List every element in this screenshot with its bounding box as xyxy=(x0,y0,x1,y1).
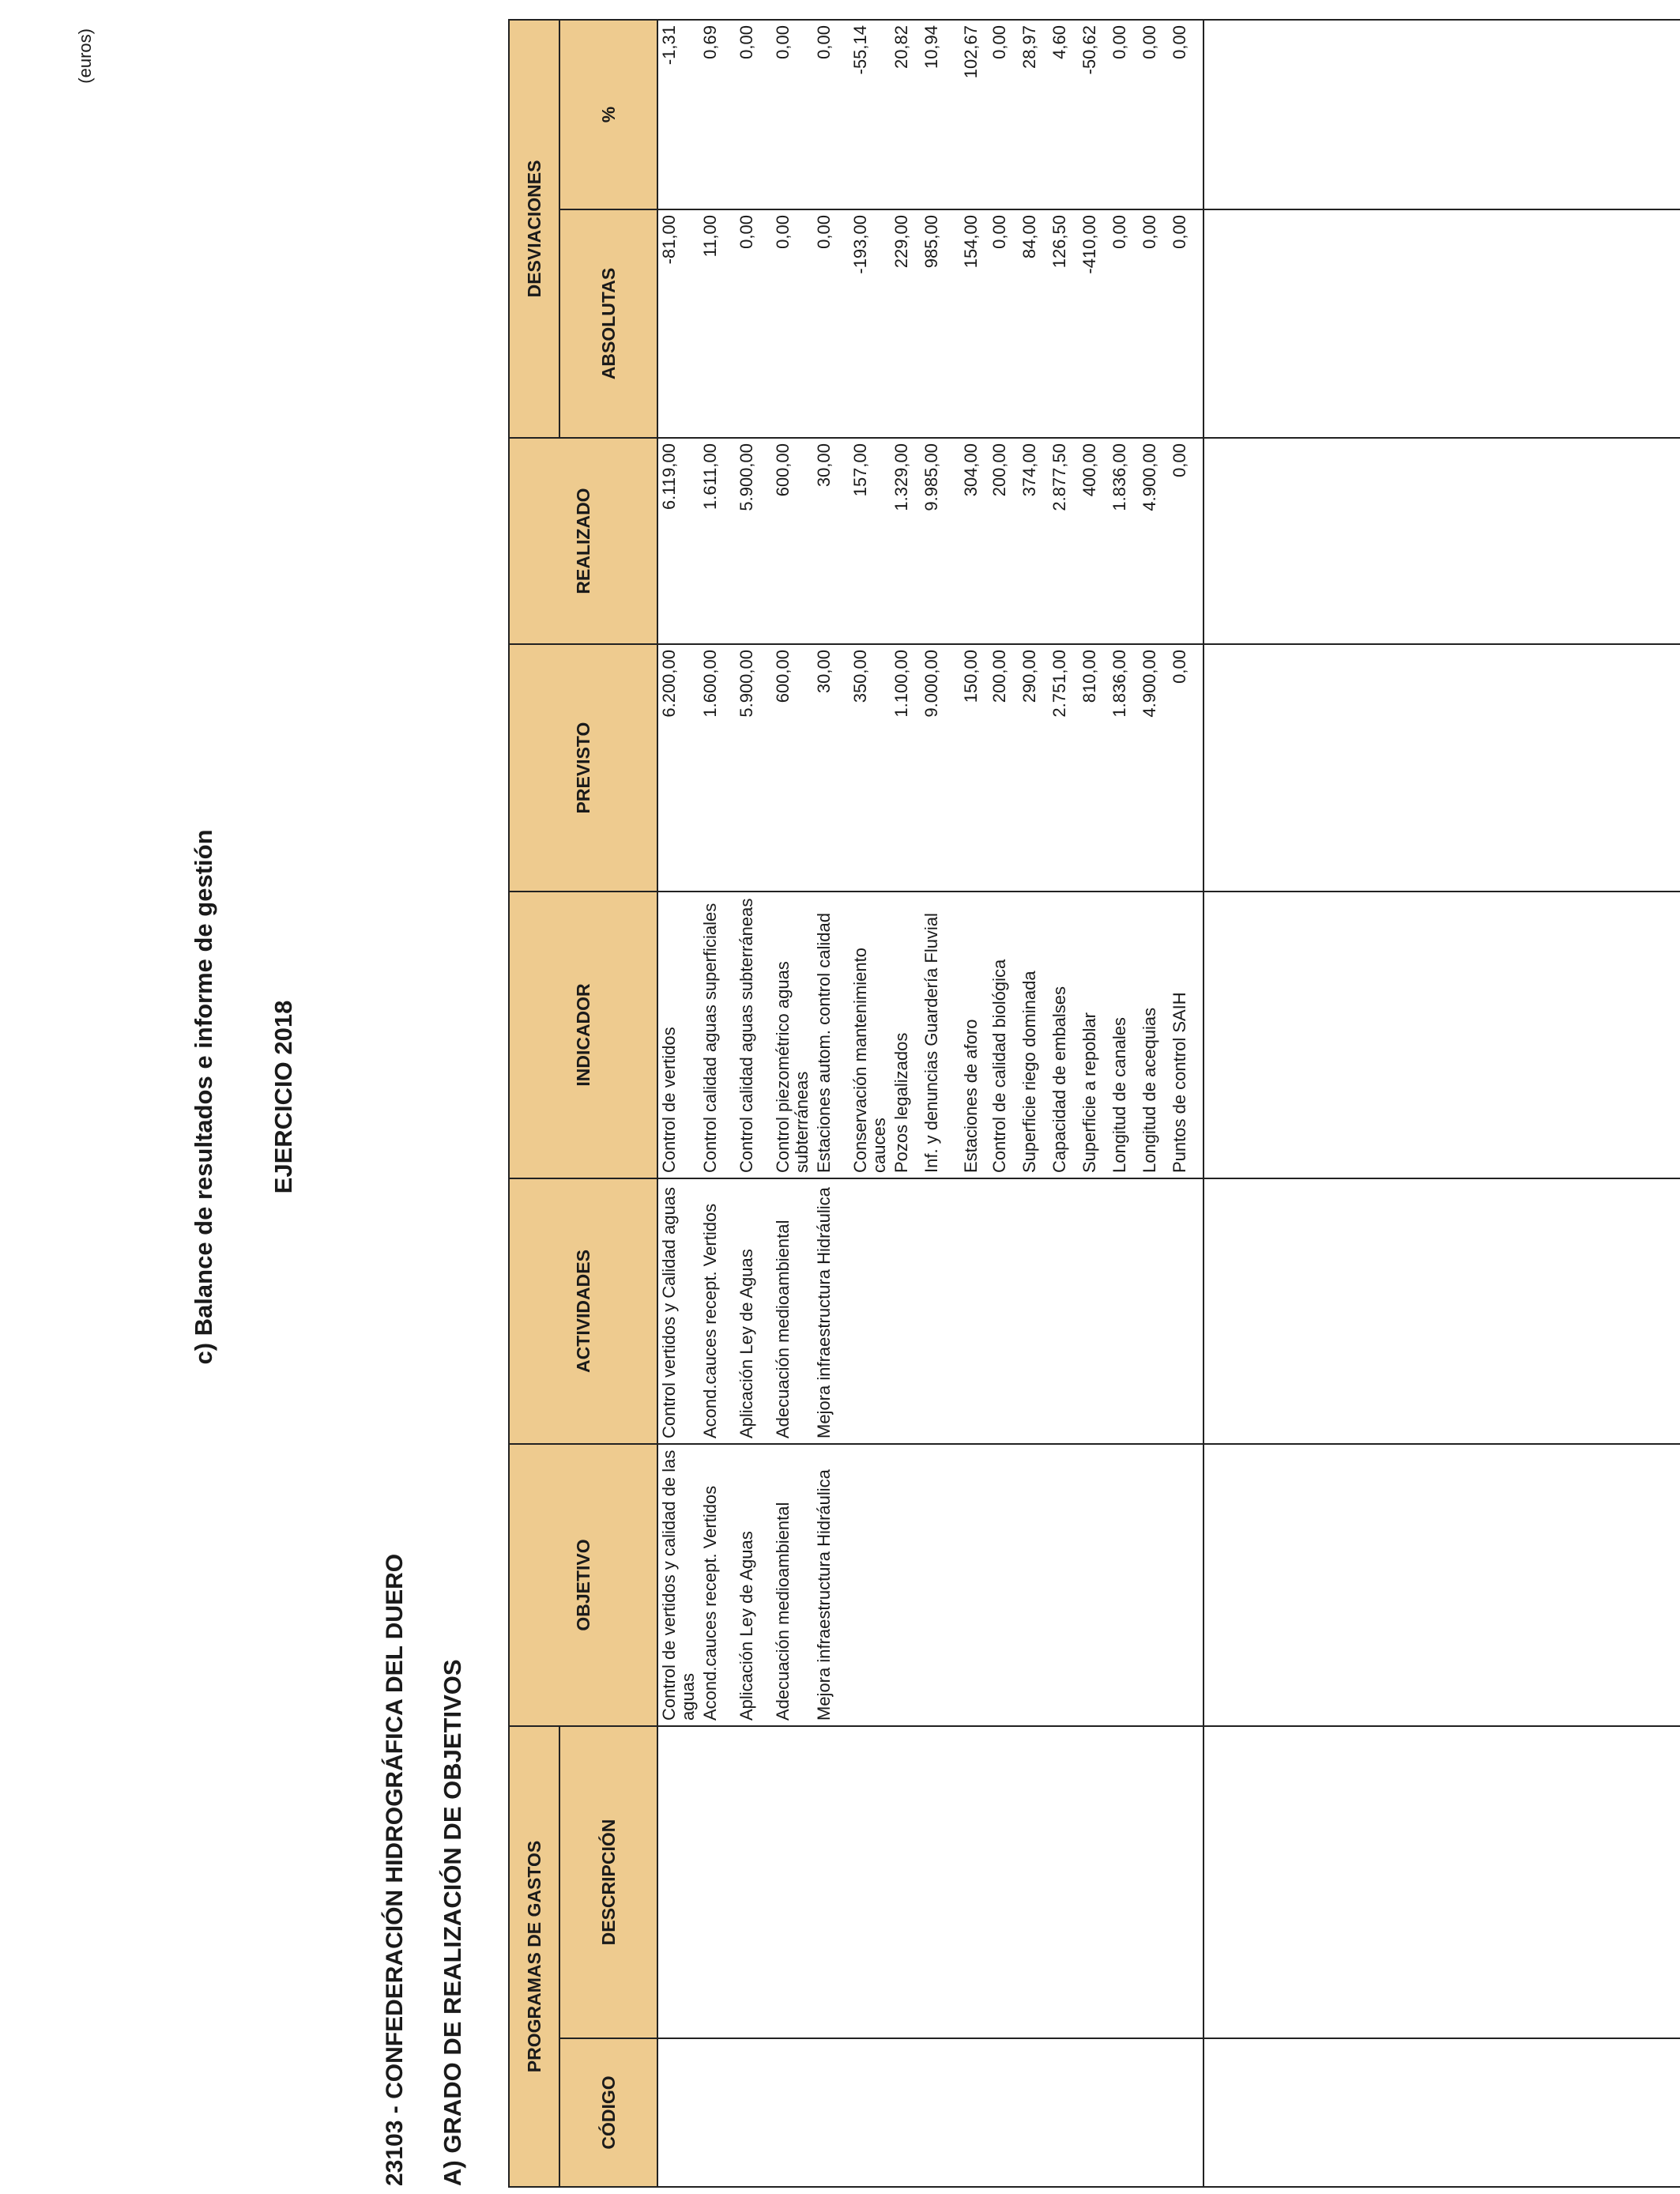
cell-indicador: Conservación mantenimiento cauces xyxy=(849,892,891,1178)
cell-objetivo: Control de vertidos y calidad de las aguas xyxy=(657,1444,699,1726)
cell-indicador: Capacidad de embalses xyxy=(1049,892,1079,1178)
col-header-codigo: CÓDIGO xyxy=(559,2038,657,2187)
table-body xyxy=(657,20,1680,2187)
cell-objetivo xyxy=(1109,1444,1139,1726)
col-header-objetivo: OBJETIVO xyxy=(509,1444,657,1726)
cell-pct: -50,62 xyxy=(1079,20,1109,209)
cell-indicador: Estaciones de aforo xyxy=(960,892,989,1178)
cell-absolutas: 0,00 xyxy=(813,209,849,438)
cell-codigo xyxy=(989,2038,1019,2187)
cell-realizado: 304,00 xyxy=(960,438,989,644)
cell-codigo xyxy=(891,2038,921,2187)
cell-codigo xyxy=(736,2038,772,2187)
cell-previsto: 200,00 xyxy=(989,644,1019,892)
cell-indicador: Estaciones autom. control calidad xyxy=(813,892,849,1178)
cell-absolutas: -81,00 xyxy=(657,209,699,438)
filler-cell xyxy=(1203,20,1680,209)
unit-label: (euros) xyxy=(75,28,95,84)
cell-previsto: 9.000,00 xyxy=(921,644,960,892)
cell-actividades xyxy=(1109,1178,1139,1444)
cell-realizado: 30,00 xyxy=(813,438,849,644)
cell-descripcion xyxy=(813,1726,849,2038)
cell-pct: 0,00 xyxy=(989,20,1019,209)
table-filler-row xyxy=(1203,20,1680,2187)
col-header-absolutas: ABSOLUTAS xyxy=(559,209,657,438)
cell-previsto: 350,00 xyxy=(849,644,891,892)
cell-objetivo xyxy=(989,1444,1019,1726)
cell-codigo xyxy=(1139,2038,1169,2187)
cell-objetivo: Aplicación Ley de Aguas xyxy=(736,1444,772,1726)
cell-realizado: 6.119,00 xyxy=(657,438,699,644)
cell-objetivo xyxy=(849,1444,891,1726)
cell-objetivo: Mejora infraestructura Hidráulica xyxy=(813,1444,849,1726)
cell-descripcion xyxy=(699,1726,736,2038)
cell-realizado: 9.985,00 xyxy=(921,438,960,644)
cell-pct: 10,94 xyxy=(921,20,960,209)
table-row xyxy=(1169,20,1203,2187)
cell-descripcion xyxy=(1109,1726,1139,2038)
cell-objetivo xyxy=(891,1444,921,1726)
filler-cell xyxy=(1203,1178,1680,1444)
group-header-desviaciones: DESVIACIONES xyxy=(509,20,559,438)
cell-objetivo xyxy=(1169,1444,1203,1726)
cell-objetivo xyxy=(921,1444,960,1726)
cell-descripcion xyxy=(921,1726,960,2038)
cell-realizado: 5.900,00 xyxy=(736,438,772,644)
cell-indicador: Control piezométrico aguas subterráneas xyxy=(772,892,813,1178)
cell-absolutas: -193,00 xyxy=(849,209,891,438)
cell-objetivo xyxy=(1049,1444,1079,1726)
cell-descripcion xyxy=(960,1726,989,2038)
cell-indicador: Control calidad aguas superficiales xyxy=(699,892,736,1178)
table-row xyxy=(1109,20,1139,2187)
cell-realizado: 1.611,00 xyxy=(699,438,736,644)
cell-objetivo xyxy=(960,1444,989,1726)
objectives-table xyxy=(508,19,1680,2188)
cell-absolutas: 0,00 xyxy=(772,209,813,438)
cell-codigo xyxy=(1109,2038,1139,2187)
cell-descripcion xyxy=(989,1726,1019,2038)
table-row xyxy=(891,20,921,2187)
cell-realizado: 4.900,00 xyxy=(1139,438,1169,644)
cell-indicador: Control de calidad biológica xyxy=(989,892,1019,1178)
cell-previsto: 600,00 xyxy=(772,644,813,892)
cell-codigo xyxy=(921,2038,960,2187)
col-header-pct: % xyxy=(559,20,657,209)
table-row xyxy=(960,20,989,2187)
cell-indicador: Control calidad aguas subterráneas xyxy=(736,892,772,1178)
col-header-realizado: REALIZADO xyxy=(509,438,657,644)
cell-objetivo xyxy=(1019,1444,1049,1726)
cell-realizado: 2.877,50 xyxy=(1049,438,1079,644)
cell-previsto: 810,00 xyxy=(1079,644,1109,892)
cell-actividades xyxy=(1079,1178,1109,1444)
cell-pct: -55,14 xyxy=(849,20,891,209)
entity-title: 23103 - CONFEDERACIÓN HIDROGRÁFICA DEL DUERO xyxy=(382,1553,408,2186)
filler-cell xyxy=(1203,892,1680,1178)
cell-previsto: 5.900,00 xyxy=(736,644,772,892)
cell-pct: 0,00 xyxy=(1109,20,1139,209)
table-row xyxy=(921,20,960,2187)
cell-pct: 102,67 xyxy=(960,20,989,209)
cell-absolutas: 0,00 xyxy=(1139,209,1169,438)
cell-realizado: 1.329,00 xyxy=(891,438,921,644)
cell-descripcion xyxy=(891,1726,921,2038)
cell-objetivo xyxy=(1079,1444,1109,1726)
table-row xyxy=(849,20,891,2187)
cell-codigo xyxy=(1079,2038,1109,2187)
cell-realizado: 400,00 xyxy=(1079,438,1109,644)
cell-realizado: 200,00 xyxy=(989,438,1019,644)
table-row xyxy=(772,20,813,2187)
subtitle: A) GRADO DE REALIZACIÓN DE OBJETIVOS xyxy=(439,1659,466,2186)
col-header-actividades: ACTIVIDADES xyxy=(509,1178,657,1444)
cell-indicador: Inf. y denuncias Guardería Fluvial xyxy=(921,892,960,1178)
ejercicio-title: EJERCICIO 2018 xyxy=(269,1000,297,1194)
cell-pct: 0,00 xyxy=(772,20,813,209)
cell-pct: -1,31 xyxy=(657,20,699,209)
cell-absolutas: 0,00 xyxy=(736,209,772,438)
cell-previsto: 2.751,00 xyxy=(1049,644,1079,892)
cell-absolutas: 126,50 xyxy=(1049,209,1079,438)
cell-pct: 0,00 xyxy=(736,20,772,209)
cell-indicador: Longitud de canales xyxy=(1109,892,1139,1178)
cell-realizado: 374,00 xyxy=(1019,438,1049,644)
cell-actividades xyxy=(921,1178,960,1444)
group-header-programas: PROGRAMAS DE GASTOS xyxy=(509,1726,559,2187)
cell-descripcion xyxy=(1079,1726,1109,2038)
col-header-descripcion: DESCRIPCIÓN xyxy=(559,1726,657,2038)
cell-actividades: Control vertidos y Calidad aguas xyxy=(657,1178,699,1444)
cell-codigo xyxy=(1169,2038,1203,2187)
cell-actividades xyxy=(1139,1178,1169,1444)
filler-cell xyxy=(1203,644,1680,892)
cell-absolutas: 229,00 xyxy=(891,209,921,438)
cell-absolutas: 11,00 xyxy=(699,209,736,438)
table-row xyxy=(657,20,699,2187)
cell-indicador: Control de vertidos xyxy=(657,892,699,1178)
cell-pct: 28,97 xyxy=(1019,20,1049,209)
cell-previsto: 6.200,00 xyxy=(657,644,699,892)
filler-cell xyxy=(1203,2038,1680,2187)
cell-previsto: 30,00 xyxy=(813,644,849,892)
cell-objetivo: Acond.cauces recept. Vertidos xyxy=(699,1444,736,1726)
cell-codigo xyxy=(1019,2038,1049,2187)
cell-absolutas: 0,00 xyxy=(1169,209,1203,438)
cell-codigo xyxy=(849,2038,891,2187)
table-row xyxy=(736,20,772,2187)
cell-pct: 0,00 xyxy=(1169,20,1203,209)
cell-descripcion xyxy=(849,1726,891,2038)
table-row xyxy=(1139,20,1169,2187)
filler-cell xyxy=(1203,209,1680,438)
table-row xyxy=(989,20,1019,2187)
cell-absolutas: 985,00 xyxy=(921,209,960,438)
cell-actividades xyxy=(989,1178,1019,1444)
cell-descripcion xyxy=(1139,1726,1169,2038)
cell-absolutas: 0,00 xyxy=(1109,209,1139,438)
cell-descripcion xyxy=(736,1726,772,2038)
table-row xyxy=(1019,20,1049,2187)
cell-actividades: Mejora infraestructura Hidráulica xyxy=(813,1178,849,1444)
filler-cell xyxy=(1203,438,1680,644)
table-row xyxy=(813,20,849,2187)
cell-actividades xyxy=(849,1178,891,1444)
cell-descripcion xyxy=(1169,1726,1203,2038)
cell-indicador: Superficie riego dominada xyxy=(1019,892,1049,1178)
col-header-previsto: PREVISTO xyxy=(509,644,657,892)
cell-codigo xyxy=(699,2038,736,2187)
cell-indicador: Superficie a repoblar xyxy=(1079,892,1109,1178)
cell-realizado: 157,00 xyxy=(849,438,891,644)
cell-actividades: Aplicación Ley de Aguas xyxy=(736,1178,772,1444)
cell-realizado: 0,00 xyxy=(1169,438,1203,644)
cell-absolutas: -410,00 xyxy=(1079,209,1109,438)
cell-indicador: Pozos legalizados xyxy=(891,892,921,1178)
cell-descripcion xyxy=(657,1726,699,2038)
table-row xyxy=(1079,20,1109,2187)
cell-descripcion xyxy=(1019,1726,1049,2038)
cell-objetivo xyxy=(1139,1444,1169,1726)
cell-realizado: 1.836,00 xyxy=(1109,438,1139,644)
cell-codigo xyxy=(772,2038,813,2187)
cell-codigo xyxy=(657,2038,699,2187)
cell-realizado: 600,00 xyxy=(772,438,813,644)
cell-pct: 0,00 xyxy=(813,20,849,209)
cell-previsto: 0,00 xyxy=(1169,644,1203,892)
col-header-indicador: INDICADOR xyxy=(509,892,657,1178)
table-row xyxy=(699,20,736,2187)
cell-indicador: Puntos de control SAIH xyxy=(1169,892,1203,1178)
cell-descripcion xyxy=(1049,1726,1079,2038)
section-title: c) Balance de resultados e informe de gestión xyxy=(190,829,217,1365)
cell-codigo xyxy=(1049,2038,1079,2187)
cell-actividades xyxy=(1019,1178,1049,1444)
filler-cell xyxy=(1203,1444,1680,1726)
cell-pct: 20,82 xyxy=(891,20,921,209)
cell-codigo xyxy=(960,2038,989,2187)
cell-actividades xyxy=(891,1178,921,1444)
cell-descripcion xyxy=(772,1726,813,2038)
cell-absolutas: 84,00 xyxy=(1019,209,1049,438)
cell-objetivo: Adecuación medioambiental xyxy=(772,1444,813,1726)
cell-actividades: Acond.cauces recept. Vertidos xyxy=(699,1178,736,1444)
cell-indicador: Longitud de acequias xyxy=(1139,892,1169,1178)
cell-pct: 0,00 xyxy=(1139,20,1169,209)
cell-previsto: 1.836,00 xyxy=(1109,644,1139,892)
cell-actividades xyxy=(1169,1178,1203,1444)
cell-actividades: Adecuación medioambiental xyxy=(772,1178,813,1444)
cell-actividades xyxy=(960,1178,989,1444)
cell-previsto: 1.600,00 xyxy=(699,644,736,892)
cell-previsto: 150,00 xyxy=(960,644,989,892)
cell-pct: 0,69 xyxy=(699,20,736,209)
cell-absolutas: 154,00 xyxy=(960,209,989,438)
cell-previsto: 1.100,00 xyxy=(891,644,921,892)
filler-cell xyxy=(1203,1726,1680,2038)
table-row xyxy=(1049,20,1079,2187)
cell-pct: 4,60 xyxy=(1049,20,1079,209)
cell-previsto: 290,00 xyxy=(1019,644,1049,892)
cell-codigo xyxy=(813,2038,849,2187)
cell-absolutas: 0,00 xyxy=(989,209,1019,438)
cell-previsto: 4.900,00 xyxy=(1139,644,1169,892)
cell-actividades xyxy=(1049,1178,1079,1444)
